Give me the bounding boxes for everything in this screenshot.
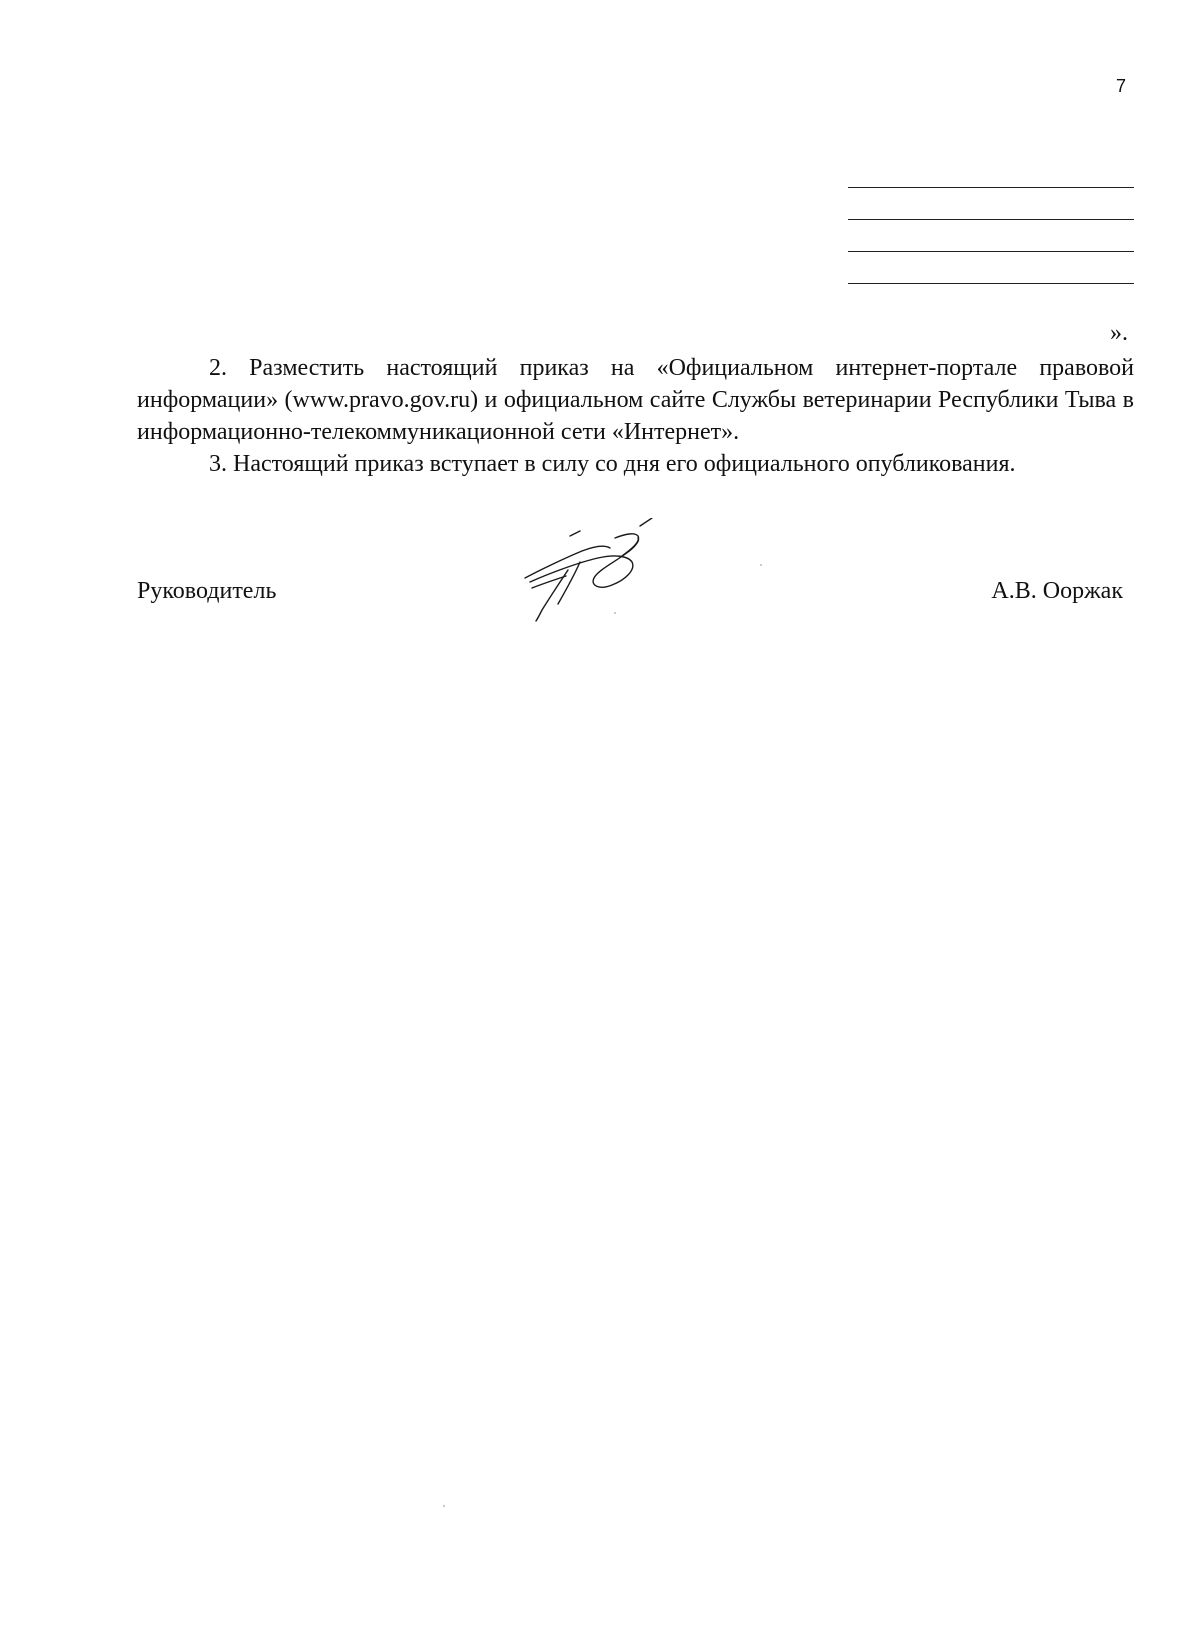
signatory-role: Руководитель (137, 578, 277, 604)
handwritten-signature (520, 518, 690, 623)
blank-line (848, 283, 1134, 284)
blank-line (848, 219, 1134, 220)
scan-speck (614, 612, 616, 614)
paragraph-3: 3. Настоящий приказ вступает в силу со дня его официального опубликования. (209, 451, 1016, 477)
scan-speck (760, 564, 762, 566)
blank-line (848, 187, 1134, 188)
page-number: 7 (1116, 76, 1127, 96)
blank-line (848, 251, 1134, 252)
paragraph-2: 2. Разместить настоящий приказ на «Официальном интернет-портале правовой информации» (www.pravo.gov.ru) и официальном сайте Службы ветеринарии Республики Тыва в информационно-телекоммуникационной сети «Интернет». (137, 355, 1134, 445)
order-body (137, 352, 1134, 480)
closing-quote-mark: ». (1110, 320, 1128, 346)
scan-speck (443, 1505, 445, 1507)
signatory-name: А.В. Ооржак (991, 578, 1123, 604)
